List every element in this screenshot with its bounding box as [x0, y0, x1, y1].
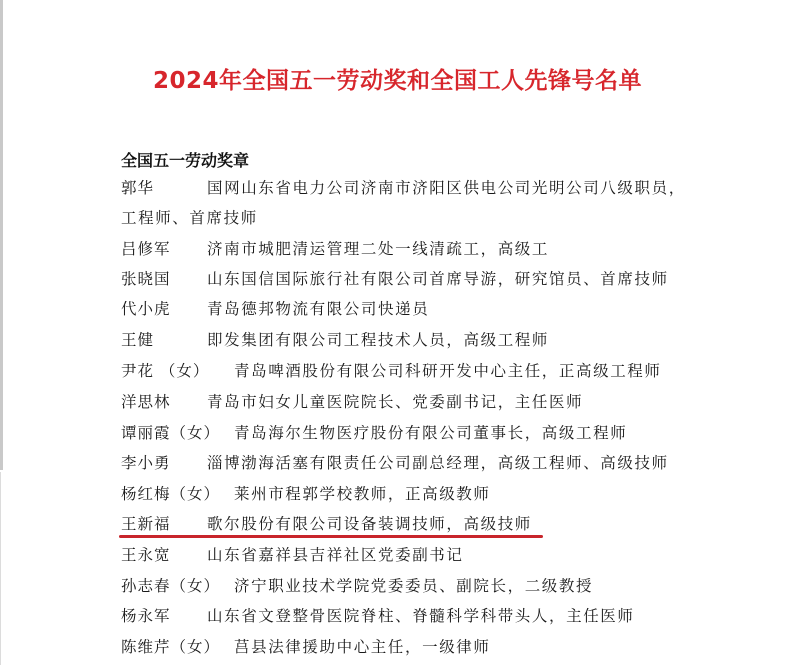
awardee-description: 山东国信国际旅行社有限公司首席导游，研究馆员、首席技师 [207, 270, 669, 288]
section-heading: 全国五一劳动奖章 [121, 151, 250, 170]
awardee-description: 青岛啤酒股份有限公司科研开发中心主任，正高级工程师 [234, 362, 662, 380]
awardee-name: 杨红梅（女） [121, 485, 221, 503]
awardee-description: 青岛德邦物流有限公司快递员 [207, 300, 430, 318]
awardee-description: 青岛市妇女儿童医院院长、党委副书记，主任医师 [207, 393, 584, 411]
awardee-name: 代小虎 [121, 300, 171, 318]
awardee-description: 山东省嘉祥县吉祥社区党委副书记 [207, 546, 464, 564]
awardee-name: 杨永军 [121, 607, 171, 625]
awardee-name: 李小勇 [121, 454, 171, 472]
page-edge [0, 472, 1, 665]
awardee-description: 莒县法律援助中心主任，一级律师 [234, 638, 491, 656]
awardee-name: 吕修军 [121, 240, 171, 258]
awardee-description: 淄博渤海活塞有限责任公司副总经理，高级工程师、高级技师 [207, 454, 669, 472]
awardee-name: 张晓国 [121, 270, 171, 288]
awardee-description: 莱州市程郭学校教师，正高级教师 [234, 485, 491, 503]
awardee-name: 王健 [121, 331, 155, 349]
awardee-name: 郭华 [121, 179, 155, 197]
awardee-description: 青岛海尔生物医疗股份有限公司董事长，高级工程师 [234, 424, 628, 442]
awardee-name: 王新福 [121, 515, 171, 533]
awardee-description-continued: 工程师、首席技师 [121, 209, 258, 227]
awardee-description: 济南市城肥清运管理二处一线清疏工，高级工 [207, 240, 550, 258]
highlight-underline [119, 535, 543, 538]
awardee-description: 国网山东省电力公司济南市济阳区供电公司光明公司八级职员， [207, 179, 686, 197]
document-title: 2024年全国五一劳动奖和全国工人先锋号名单 [152, 68, 642, 94]
awardee-name: 谭丽霞（女） [121, 424, 221, 442]
awardee-name: 孙志春（女） [121, 577, 221, 595]
awardee-name: 王永宽 [121, 546, 171, 564]
awardee-name: 洋思林 [121, 393, 171, 411]
awardee-description: 济宁职业技术学院党委委员、副院长，二级教授 [234, 577, 594, 595]
awardee-description: 歌尔股份有限公司设备装调技师，高级技师 [207, 515, 532, 533]
awardee-name: 陈维芹（女） [121, 638, 221, 656]
awardee-description: 即发集团有限公司工程技术人员，高级工程师 [207, 331, 550, 349]
awardee-description: 山东省文登整骨医院脊柱、脊髓科学科带头人，主任医师 [207, 607, 635, 625]
awardee-name: 尹花 （女） [121, 362, 210, 380]
